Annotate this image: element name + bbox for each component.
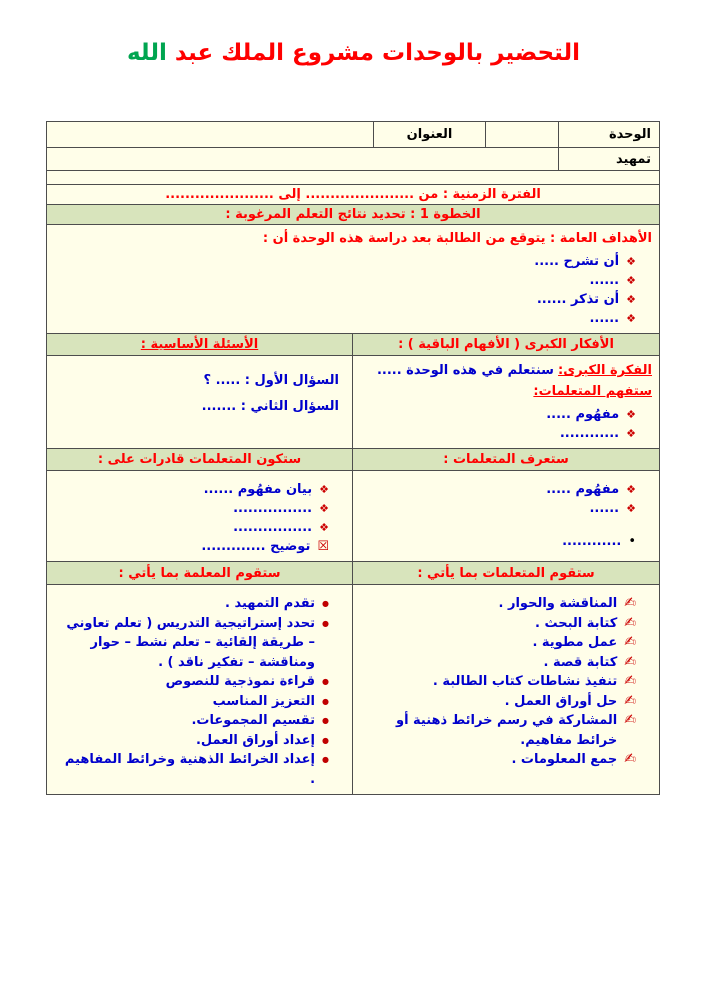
goal-item xyxy=(58,309,636,328)
able-item xyxy=(58,537,329,556)
learner-activities-header: ستقوم المتعلمات بما يأتي : xyxy=(417,565,595,581)
able-item xyxy=(58,518,329,537)
diamond-bullet-icon: ❖ xyxy=(319,521,329,534)
big-ideas-row xyxy=(47,355,659,448)
understand-list xyxy=(360,403,652,443)
goal-item xyxy=(58,252,636,271)
able-text: توضيح ............. xyxy=(201,539,311,554)
know-text: مفهُوم ..... xyxy=(546,482,620,497)
spacer-row xyxy=(47,170,659,184)
diamond-bullet-icon: ❖ xyxy=(626,502,636,515)
learner-activity-text: كتابة قصة . xyxy=(543,654,618,670)
learner-activity-item xyxy=(364,750,636,770)
page-title xyxy=(0,0,707,66)
title-label: العنوان xyxy=(374,122,486,147)
writing-hand-icon: ✍ xyxy=(624,653,636,670)
round-bullet-icon: ● xyxy=(322,677,329,686)
teacher-activity-item xyxy=(58,692,329,712)
goal-text: أن تذكر ...... xyxy=(536,292,620,307)
activities-row xyxy=(47,584,659,794)
knowledge-header-row xyxy=(47,448,659,470)
learner-activities-list xyxy=(360,592,652,770)
goals-cell xyxy=(47,225,659,333)
will-know-header: ستعرف المتعلمات : xyxy=(443,452,569,467)
learner-activity-item xyxy=(364,633,636,653)
goals-heading: الأهداف العامة : يتوقع من الطالبة بعد دراسة هذه الوحدة أن : xyxy=(262,231,652,246)
writing-hand-icon: ✍ xyxy=(624,712,636,728)
diamond-bullet-icon: ❖ xyxy=(626,274,636,287)
writing-hand-icon: ✍ xyxy=(624,673,636,689)
learner-activity-text: المشاركة في رسم خرائط ذهنية أو خرائط مفاهيم. xyxy=(395,713,618,748)
spacer-cell xyxy=(47,171,659,184)
learner-activity-item xyxy=(364,692,636,712)
round-bullet-icon: ● xyxy=(322,696,329,706)
learner-activity-item xyxy=(364,614,636,634)
goal-text: أن تشرح ..... xyxy=(534,254,620,269)
teacher-activity-item xyxy=(58,731,329,751)
able-item xyxy=(58,499,329,518)
diamond-bullet-icon: ❖ xyxy=(626,483,636,496)
understand-item xyxy=(364,405,636,424)
know-text: ............ xyxy=(562,534,622,549)
diamond-bullet-icon: ❖ xyxy=(319,502,329,515)
able-text: ................ xyxy=(233,501,313,516)
understand-text: مفهُوم ..... xyxy=(546,407,620,422)
learner-activity-text: عمل مطوية . xyxy=(532,635,618,650)
teacher-activity-text: تقسيم المجموعات. xyxy=(191,713,316,728)
able-text: ................ xyxy=(233,520,313,535)
question-second: السؤال الثاني : ....... xyxy=(201,399,339,414)
round-bullet-icon: ● xyxy=(322,599,329,608)
page-title-main: التحضير بالوحدات مشروع الملك عبد xyxy=(174,40,581,66)
title-value-cell xyxy=(47,122,374,147)
period-text: الفترة الزمنية : من ...................... إلى ...................... xyxy=(165,187,541,202)
learner-activity-item xyxy=(364,653,636,673)
teacher-activity-text: تحدد إستراتيجية التدريس ( تعلم تعاوني – طريقة إلقائية – تعلم نشط – حوار ومناقشة – تفكير ناقد ) . xyxy=(66,615,316,670)
round-bullet-icon: ● xyxy=(322,618,329,628)
teacher-activities-cell xyxy=(47,585,353,794)
teacher-activity-item xyxy=(58,711,329,731)
teacher-activity-text: التعزيز المناسب xyxy=(212,693,316,709)
diamond-bullet-icon: ❖ xyxy=(626,293,636,306)
teacher-activity-text: تقدم التمهيد . xyxy=(224,596,316,611)
know-item xyxy=(364,499,636,518)
diamond-bullet-icon: ❖ xyxy=(626,427,636,440)
writing-hand-icon: ✍ xyxy=(624,595,636,611)
intro-value-cell xyxy=(47,148,559,170)
know-list xyxy=(360,478,652,551)
round-bullet-icon: ● xyxy=(322,735,329,745)
able-list xyxy=(54,478,345,556)
understand-text: ............ xyxy=(559,426,620,441)
teacher-activity-item xyxy=(58,594,329,614)
writing-hand-icon: ✍ xyxy=(624,614,636,631)
dot-bullet-icon: • xyxy=(628,534,636,549)
lesson-plan-table xyxy=(46,121,660,795)
goals-list xyxy=(54,250,652,328)
teacher-activity-item xyxy=(58,614,329,673)
will-be-able-cell xyxy=(47,471,353,561)
intro-label: تمهيد xyxy=(616,151,651,167)
understand-item xyxy=(364,424,636,443)
step1-heading: الخطوة 1 : تحديد نتائج التعلم المرغوبة : xyxy=(225,207,481,222)
questions-cell xyxy=(47,356,353,448)
teacher-activity-text: إعداد أوراق العمل. xyxy=(195,732,316,748)
teacher-activity-text: إعداد الخرائط الذهنية وخرائط المفاهيم . xyxy=(64,752,316,787)
big-ideas-header-row xyxy=(47,333,659,355)
will-understand-label: ستفهم المتعلمات: xyxy=(533,384,652,399)
goals-row xyxy=(47,224,659,333)
goal-text: ...... xyxy=(589,273,620,288)
diamond-bullet-icon: ❖ xyxy=(319,483,329,496)
learner-activity-text: حل أوراق العمل . xyxy=(504,693,618,709)
writing-hand-icon: ✍ xyxy=(624,634,636,650)
learner-activity-item xyxy=(364,594,636,614)
unit-label: الوحدة xyxy=(608,127,651,142)
learner-activity-item xyxy=(364,672,636,692)
round-bullet-icon: ● xyxy=(322,716,329,725)
learner-activity-text: جمع المعلومات . xyxy=(511,752,618,767)
knowledge-row xyxy=(47,470,659,561)
big-ideas-header: الأفكار الكبرى ( الأفهام الباقية ) : xyxy=(398,337,614,352)
know-text: ...... xyxy=(589,501,620,516)
teacher-activities-list xyxy=(54,592,345,789)
writing-hand-icon: ✍ xyxy=(624,692,636,709)
unit-value-cell xyxy=(486,122,559,147)
able-item xyxy=(58,480,329,499)
intro-row xyxy=(47,147,659,170)
know-item xyxy=(364,480,636,499)
step1-row xyxy=(47,204,659,224)
goal-text: ...... xyxy=(589,311,620,326)
able-text: بيان مفهُوم ...... xyxy=(203,482,313,497)
learner-activities-cell xyxy=(353,585,659,794)
will-know-cell xyxy=(353,471,659,561)
will-be-able-header: ستكون المتعلمات قادرات على : xyxy=(47,449,353,470)
learner-activity-text: تنفيذ نشاطات كتاب الطالبة . xyxy=(432,674,618,689)
diamond-bullet-icon: ❖ xyxy=(626,255,636,268)
unit-row xyxy=(47,122,659,147)
learner-activity-text: المناقشة والحوار . xyxy=(498,596,618,611)
diamond-bullet-icon: ❖ xyxy=(626,312,636,325)
writing-hand-icon: ✍ xyxy=(624,751,636,767)
teacher-activity-text: قراءة نموذجية للنصوص xyxy=(165,674,316,689)
know-item xyxy=(364,532,636,551)
learner-activity-item xyxy=(364,711,636,750)
big-ideas-cell xyxy=(353,356,659,448)
round-bullet-icon: ● xyxy=(322,755,329,764)
activities-header-row xyxy=(47,561,659,584)
big-idea-text: سنتعلم في هذه الوحدة ..... xyxy=(376,363,554,378)
goal-item xyxy=(58,290,636,309)
teacher-activity-item xyxy=(58,750,329,789)
big-idea-label: الفكرة الكبرى: xyxy=(558,363,652,378)
teacher-activities-header: ستقوم المعلمة بما يأتي : xyxy=(47,562,353,584)
checkbox-x-icon: ☒ xyxy=(317,539,329,554)
big-idea-line xyxy=(360,361,652,380)
essential-questions-header: الأسئلة الأساسية : xyxy=(47,334,353,355)
page-title-accent: الله xyxy=(126,40,167,66)
diamond-bullet-icon: ❖ xyxy=(626,408,636,421)
question-first: السؤال الأول : ..... ؟ xyxy=(203,373,339,388)
teacher-activity-item xyxy=(58,672,329,692)
period-row xyxy=(47,184,659,204)
learner-activity-text: كتابة البحث . xyxy=(534,615,618,631)
goal-item xyxy=(58,271,636,290)
